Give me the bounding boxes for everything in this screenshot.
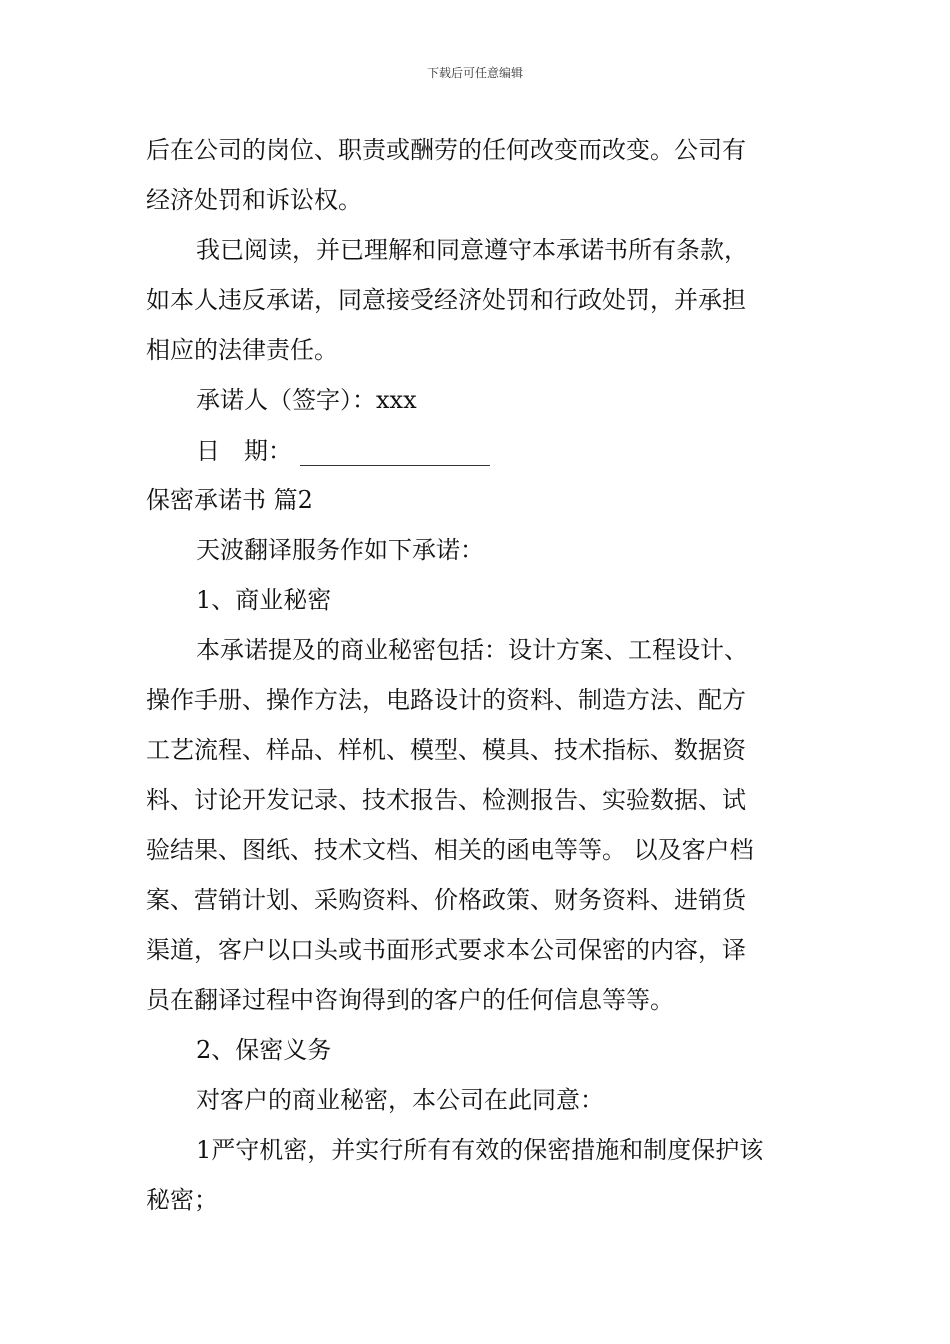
- text-line: 秘密；: [146, 1186, 218, 1214]
- text-line: 1严守机密，并实行所有有效的保密措施和制度保护该: [196, 1136, 764, 1164]
- text-line: 验结果、图纸、技术文档、相关的函电等等。 以及客户档: [146, 836, 754, 864]
- text-line: 员在翻译过程中咨询得到的客户的任何信息等等。: [146, 986, 674, 1014]
- text-line: 操作手册、操作方法，电路设计的资料、制造方法、配方: [146, 686, 746, 714]
- date-blank-rule: [300, 435, 490, 466]
- text-line: 天波翻译服务作如下承诺：: [196, 536, 484, 564]
- text-line: 渠道，客户以口头或书面形式要求本公司保密的内容，译: [146, 936, 746, 964]
- text-line: 料、讨论开发记录、技术报告、检测报告、实验数据、试: [146, 786, 746, 814]
- section-heading: 保密承诺书 篇2: [146, 486, 313, 514]
- text-line: 对客户的商业秘密，本公司在此同意：: [196, 1086, 604, 1114]
- text-line: 后在公司的岗位、职责或酬劳的任何改变而改变。公司有: [146, 136, 746, 164]
- text-line: 我已阅读，并已理解和同意遵守本承诺书所有条款，: [196, 236, 748, 264]
- text-line: 相应的法律责任。: [146, 336, 338, 364]
- text-line: 案、营销计划、采购资料、价格政策、财务资料、进销货: [146, 886, 746, 914]
- text-line: 经济处罚和诉讼权。: [146, 186, 362, 214]
- text-line: 本承诺提及的商业秘密包括：设计方案、工程设计、: [196, 636, 748, 664]
- signature-line: 承诺人（签字）：xxx: [196, 386, 417, 414]
- page-header-note: 下载后可任意编辑: [426, 66, 523, 80]
- text-line: 工艺流程、样品、样机、模型、模具、技术指标、数据资: [146, 736, 746, 764]
- subsection-heading: 2、保密义务: [196, 1036, 332, 1064]
- text-line: 如本人违反承诺，同意接受经济处罚和行政处罚，并承担: [146, 286, 746, 314]
- subsection-heading: 1、商业秘密: [196, 586, 332, 614]
- date-label: 日 期：: [196, 437, 292, 465]
- date-line: [196, 435, 490, 466]
